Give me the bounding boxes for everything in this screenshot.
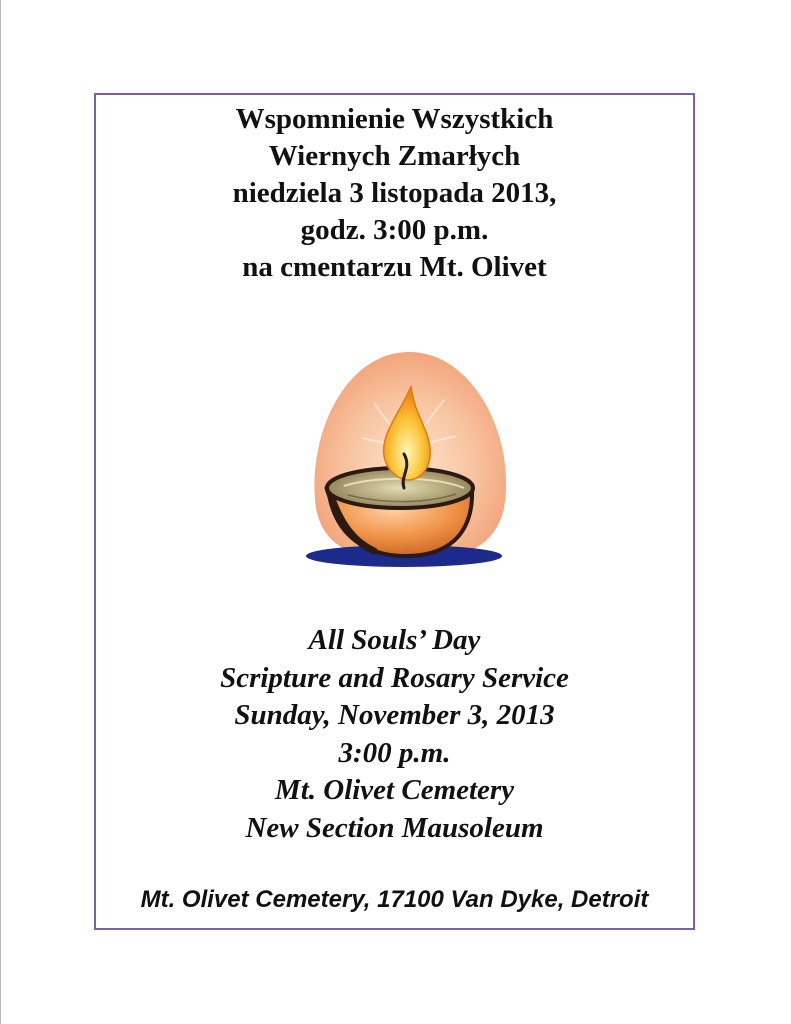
english-title: All Souls’ Day — [308, 624, 481, 656]
english-date: Sunday, November 3, 2013 — [234, 699, 555, 731]
polish-title-line-2: Wiernych Zmarłych — [268, 140, 521, 172]
english-location: New Section Mausoleum — [245, 811, 544, 844]
english-announcement — [96, 622, 693, 847]
polish-announcement — [96, 101, 693, 286]
polish-time-line: godz. 3:00 p.m. — [300, 214, 489, 246]
english-time: 3:00 p.m. — [338, 736, 451, 769]
english-cemetery: Mt. Olivet Cemetery — [274, 774, 515, 806]
candle-icon — [304, 348, 514, 578]
polish-title-line-1: Wspomnienie Wszystkich — [235, 103, 554, 135]
english-service-name: Scripture and Rosary Service — [220, 661, 569, 694]
page-edge — [0, 0, 1, 1024]
flyer-frame — [94, 93, 695, 930]
address-line: Mt. Olivet Cemetery, 17100 Van Dyke, Detroit — [140, 886, 649, 913]
polish-location-line: na cmentarzu Mt. Olivet — [242, 251, 547, 283]
polish-date-line: niedziela 3 listopada 2013, — [232, 177, 557, 209]
